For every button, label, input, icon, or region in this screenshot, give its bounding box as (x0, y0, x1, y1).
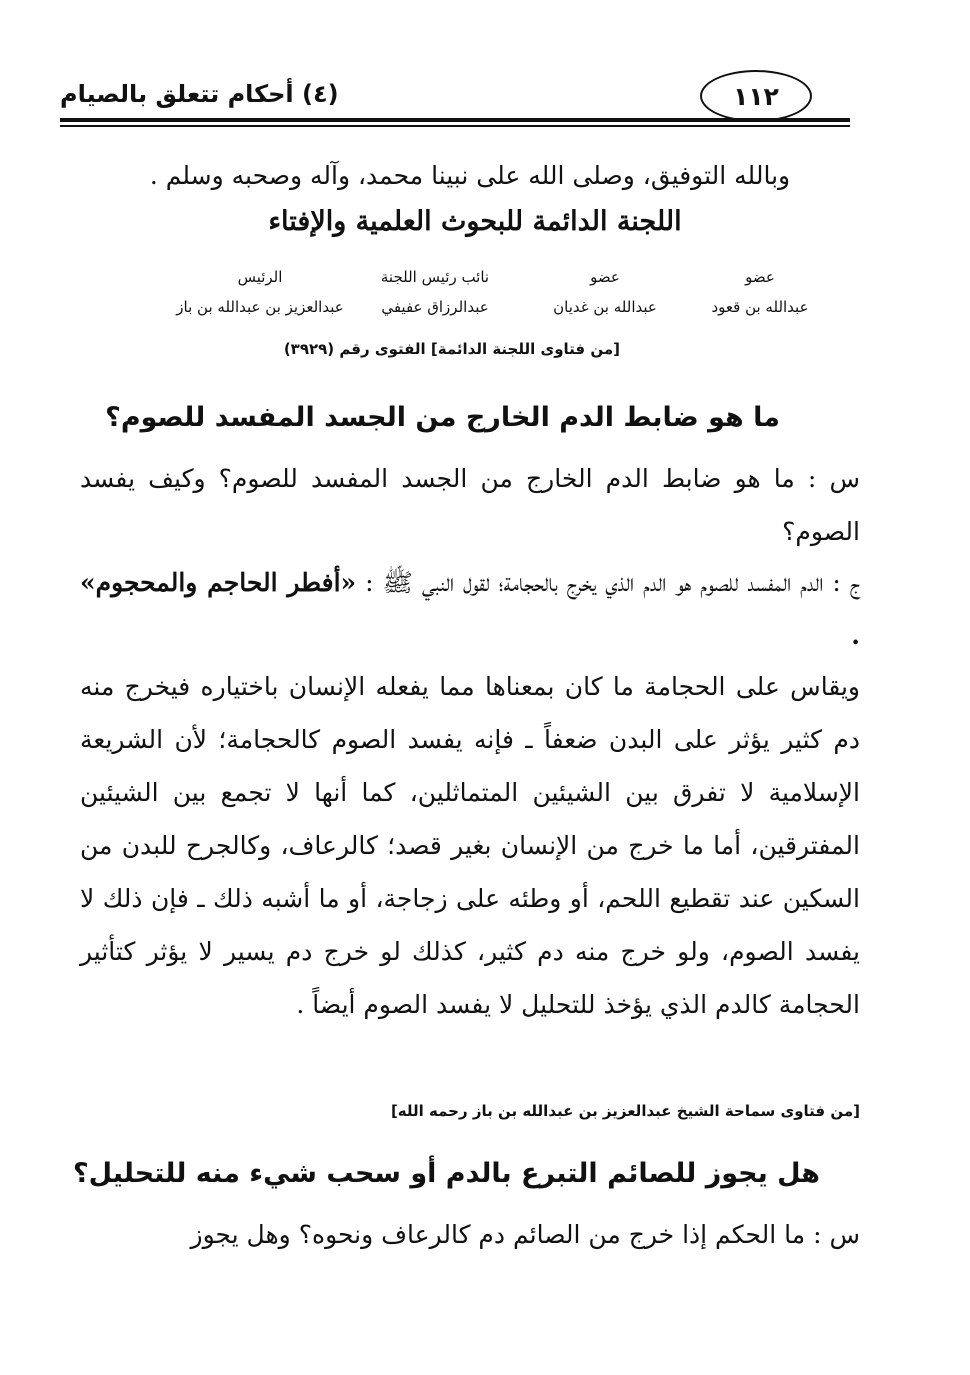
hadith-quote: «أفطر الحاجم والمحجوم» . (80, 568, 860, 650)
question-text: س : ما الحكم إذا خرج من الصائم دم كالرعاف ونحوه؟ وهل يجوز (190, 1220, 860, 1249)
running-header-title: (٤) أحكام تتعلق بالصيام (60, 80, 339, 108)
signatory-role: عضو (745, 268, 775, 286)
section-heading: هل يجوز للصائم التبرع بالدم أو سحب شيء منه للتحليل؟ (72, 1158, 820, 1189)
signatory-role: نائب رئيس اللجنة (380, 268, 490, 286)
signatory-name: عبدالعزيز بن عبدالله بن باز (176, 298, 344, 316)
signatory-role: عضو (590, 268, 620, 286)
question-paragraph (80, 1208, 860, 1261)
signatory-3 (360, 262, 510, 322)
question-paragraph (80, 452, 860, 558)
body-text: ويقاس على الحجامة ما كان بمعناها مما يفعله الإنسان باختياره فيخرج منه دم كثير يؤثر على البدن ضعفاً ـ فإنه يفسد الصوم كالحجامة؛ لأن الشريعة الإسلامية لا تفرق بين الشيئين المتماثلين، كما أنها لا تجمع بين الشيئين المفترقين، أما ما خرج من الإنسان بغير قصد؛ كالرعاف، وكالجرح للبدن من السكين عند تقطيع اللحم، أو وطئه على زجاجة، أو ما أشبه ذلك ـ فإن ذلك لا يفسد الصوم، ولو خرج منه دم كثير، كذلك لو خرج دم يسير لا يؤثر كتأثير الحجامة كالدم الذي يؤخذ للتحليل لا يفسد الصوم أيضاً . (80, 672, 860, 1019)
answer-prefix: ج : الدم المفسد للصوم هو الدم الذي يخرج بالحجامة؛ لقول النبي ﷺ : (365, 568, 860, 597)
answer-paragraph (80, 556, 860, 662)
header-rule-thick (60, 118, 850, 122)
signatory-name: عبدالله بن غديان (553, 298, 657, 316)
signatory-4 (160, 262, 360, 322)
fatwa-source: [من فتاوى اللجنة الدائمة] الفتوى رقم (٣٩٢٩) (283, 340, 620, 358)
fatwa-source: [من فتاوى سماحة الشيخ عبدالعزيز بن عبدالله بن باز رحمه الله] (390, 1102, 860, 1120)
page-number: ١١٢ (733, 81, 779, 111)
signatory-1 (685, 262, 835, 322)
header-rule-thin (60, 125, 850, 127)
section-heading: ما هو ضابط الدم الخارج من الجسد المفسد للصوم؟ (105, 402, 780, 433)
closing-line: وبالله التوفيق، وصلى الله على نبينا محمد، وآله وصحبه وسلم . (149, 161, 791, 190)
body-paragraph (80, 660, 860, 1031)
page-number-badge (700, 70, 812, 122)
signatory-2 (530, 262, 680, 322)
question-text: س : ما هو ضابط الدم الخارج من الجسد المفسد للصوم؟ وكيف يفسد الصوم؟ (80, 464, 860, 546)
committee-name: اللجنة الدائمة للبحوث العلمية والإفتاء (268, 206, 682, 237)
signatory-name: عبدالله بن قعود (711, 298, 809, 316)
signatory-role: الرئيس (237, 268, 283, 286)
signatory-name: عبدالرزاق عفيفي (381, 298, 489, 316)
